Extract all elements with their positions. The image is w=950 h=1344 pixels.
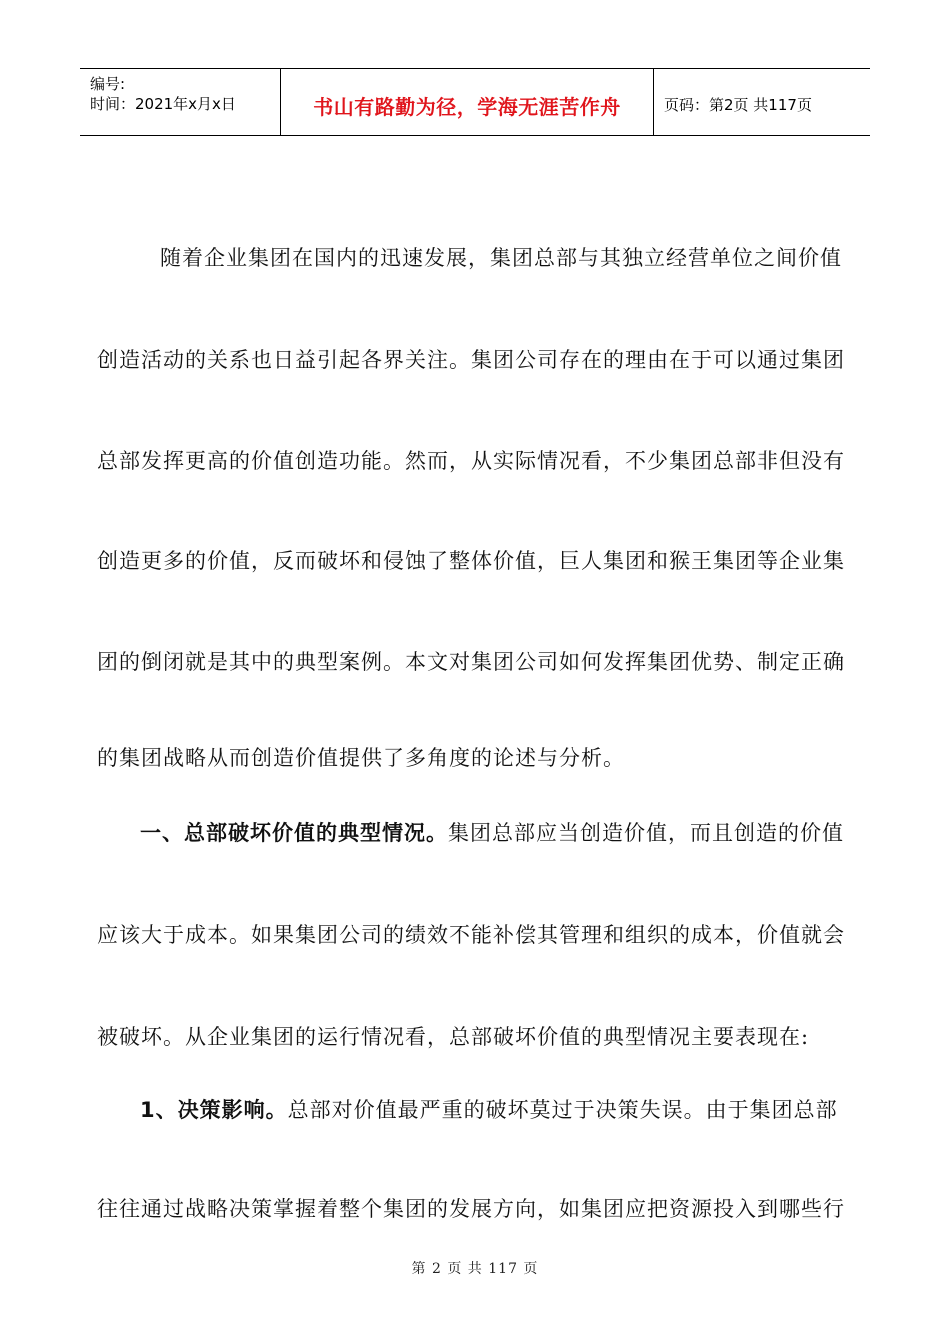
paragraph-line: 随着企业集团在国内的迅速发展，集团总部与其独立经营单位之间价值 <box>160 246 842 270</box>
section-line <box>140 1100 857 1121</box>
paragraph-line: 的集团战略从而创造价值提供了多角度的论述与分析。 <box>97 746 625 770</box>
section-text: 总部对价值最严重的破坏莫过于决策失误。由于集团总部 <box>287 1098 838 1122</box>
number-label: 编号: <box>90 75 126 93</box>
page-label: 页码：第2页 共117页 <box>664 96 812 114</box>
paragraph-line: 被破坏。从企业集团的运行情况看，总部破坏价值的典型情况主要表现在: <box>97 1025 810 1049</box>
paragraph-line: 团的倒闭就是其中的典型案例。本文对集团公司如何发挥集团优势、制定正确 <box>97 650 845 674</box>
paragraph-line: 往往通过战略决策掌握着整个集团的发展方向，如集团应把资源投入到哪些行 <box>97 1197 845 1221</box>
header-page-cell <box>654 69 870 135</box>
paragraph-line: 总部发挥更高的价值创造功能。然而，从实际情况看，不少集团总部非但没有 <box>97 449 845 473</box>
header-motto-cell <box>281 69 654 135</box>
date-label: 时间：2021年x月x日 <box>90 95 236 113</box>
header-info-cell <box>80 69 281 135</box>
section-line <box>140 823 857 844</box>
paragraph-line: 创造活动的关系也日益引起各界关注。集团公司存在的理由在于可以通过集团 <box>97 348 845 372</box>
section-text: 集团总部应当创造价值，而且创造的价值 <box>448 821 844 845</box>
page-footer: 第 2 页 共 117 页 <box>411 1261 539 1277</box>
paragraph-line: 创造更多的价值，反而破坏和侵蚀了整体价值，巨人集团和猴王集团等企业集 <box>97 549 845 573</box>
motto-text: 书山有路勤为径，学海无涯苦作舟 <box>313 95 621 119</box>
subsection-heading: 1、决策影响。 <box>140 1098 288 1122</box>
document-header <box>80 68 870 136</box>
section-heading: 一、总部破坏价值的典型情况。 <box>140 821 448 845</box>
paragraph-line: 应该大于成本。如果集团公司的绩效不能补偿其管理和组织的成本，价值就会 <box>97 923 845 947</box>
